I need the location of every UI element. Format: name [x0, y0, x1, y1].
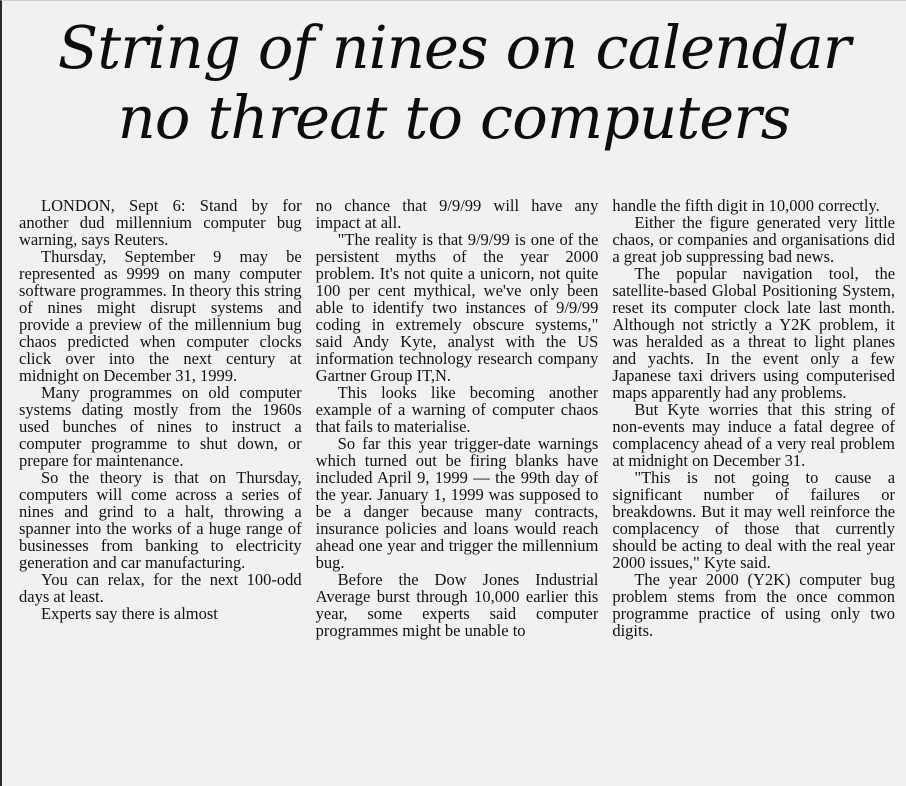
- paragraph: You can relax, for the next 100-odd days at least.: [19, 570, 302, 606]
- paragraph: The popular navigation tool, the satellite-based Global Positioning System, reset its computer clock late last month. Although not strictly a Y2K problem, it was heralded as a threat to light planes and yachts. In the event only a few Japanese taxi drivers using computerised maps apparently had any problems.: [612, 264, 896, 402]
- article-column-3: [612, 197, 895, 779]
- paragraph: So the theory is that on Thursday, computers will come across a series of nines and grind to a halt, throwing a spanner into the works of a huge range of businesses from banking to electricity generation and car manufacturing.: [19, 468, 302, 572]
- paragraph: Before the Dow Jones Industrial Average burst through 10,000 earlier this year, some experts said computer programmes might be unable to: [315, 570, 599, 640]
- paragraph: This looks like becoming another example of a warning of computer chaos that fails to materialise.: [315, 383, 599, 436]
- paragraph: Either the figure generated very little chaos, or companies and organisations did a great job suppressing bad news.: [612, 213, 896, 266]
- paragraph: Many programmes on old computer systems dating mostly from the 1960s used bunches of nines to instruct a computer programme to shut down, or prepare for maintenance.: [19, 383, 302, 470]
- paragraph: But Kyte worries that this string of non-events may induce a fatal degree of complacency ahead of a very real problem at midnight on December 31.: [612, 400, 896, 470]
- paragraph: Thursday, September 9 may be represented as 9999 on many computer software programmes. In theory this string of nines might disrupt systems and provide a preview of the millennium bug chaos predicted when computer clocks click over into the next century at midnight on December 31, 1999.: [19, 247, 302, 385]
- paragraph: The year 2000 (Y2K) computer bug problem stems from the once common programme practice of using only two digits.: [612, 570, 896, 640]
- article-column-2: [316, 197, 599, 779]
- headline-line-1: String of nines on calendar: [57, 13, 851, 82]
- article-body: [19, 197, 895, 779]
- paragraph: "The reality is that 9/9/99 is one of the persistent myths of the year 2000 problem. It's not quite a unicorn, not quite 100 per cent mythical, we've only been able to identify two instances of 9/9/99 coding in extremely obscure systems," said Andy Kyte, analyst with the US information technology research company Gartner Group IT,N.: [315, 230, 599, 385]
- paragraph: Experts say there is almost: [41, 604, 218, 623]
- headline: [2, 1, 906, 153]
- headline-line-2: no threat to computers: [117, 83, 791, 152]
- paragraph: no chance that 9/9/99 will have any impact at all.: [315, 197, 599, 232]
- paragraph: LONDON, Sept 6: Stand by for another dud millennium computer bug warning, says Reuters.: [19, 197, 302, 249]
- paragraph: handle the fifth digit in 10,000 correctly.: [612, 197, 880, 215]
- paragraph: So far this year trigger-date warnings which turned out be firing blanks have included April 9, 1999 — the 99th day of the year. January 1, 1999 was supposed to be a danger because many contracts, insurance policies and loans would reach ahead one year and trigger the millennium bug.: [315, 434, 599, 572]
- article-column-1: [19, 197, 302, 779]
- paragraph: "This is not going to cause a significant number of failures or breakdowns. But it may well reinforce the complacency of those that currently should be acting to deal with the real year 2000 issues," Kyte said.: [612, 468, 896, 572]
